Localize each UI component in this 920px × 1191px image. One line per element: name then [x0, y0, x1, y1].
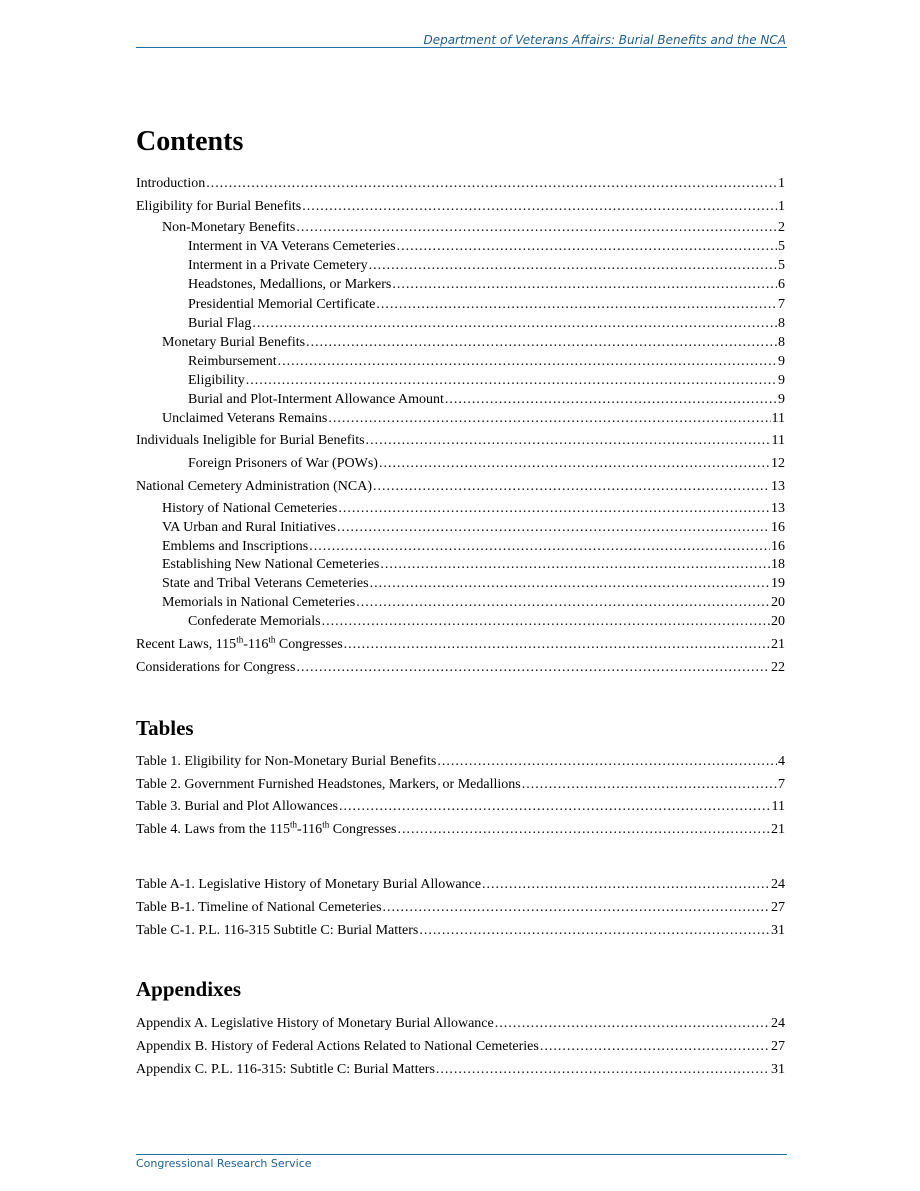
toc-entry[interactable]: Recent Laws, 115th-116th Congresses ..... 21	[136, 636, 785, 654]
appendix-entry[interactable]: Appendix B. History of Federal Actions Related to National Cemeteries ..... 27	[136, 1038, 785, 1056]
toc-entry[interactable]: History of National Cemeteries ..... 13	[162, 500, 785, 518]
table-list-entry[interactable]: Table 3. Burial and Plot Allowances ..... 11	[136, 798, 785, 816]
toc-entry[interactable]: Considerations for Congress ..... 22	[136, 659, 785, 677]
toc-entry[interactable]: Non-Monetary Benefits ..... 2	[162, 219, 785, 237]
toc-entry[interactable]: Monetary Burial Benefits ..... 8	[162, 334, 785, 352]
toc-entry[interactable]: Memorials in National Cemeteries ..... 20	[162, 594, 785, 612]
toc-entry[interactable]: Interment in a Private Cemetery ..... 5	[188, 257, 785, 275]
toc-entry[interactable]: Establishing New National Cemeteries ..... 18	[162, 556, 785, 574]
header-divider	[136, 47, 787, 48]
toc-entry[interactable]: Individuals Ineligible for Burial Benefits ..... 11	[136, 432, 785, 450]
appendix-entry[interactable]: Appendix A. Legislative History of Monetary Burial Allowance ..... 24	[136, 1015, 785, 1033]
table-list-entry[interactable]: Table A-1. Legislative History of Monetary Burial Allowance ..... 24	[136, 876, 785, 894]
toc-entry[interactable]: Interment in VA Veterans Cemeteries ..... 5	[188, 238, 785, 256]
toc-entry[interactable]: Burial and Plot-Interment Allowance Amount ..... 9	[188, 391, 785, 409]
toc-entry[interactable]: Presidential Memorial Certificate ..... 7	[188, 296, 785, 314]
table-list-entry[interactable]: Table 2. Government Furnished Headstones, Markers, or Medallions ..... 7	[136, 776, 785, 794]
toc-entry[interactable]: Confederate Memorials ..... 20	[188, 613, 785, 631]
footer-label: Congressional Research Service	[136, 1157, 312, 1170]
toc-entry[interactable]: Eligibility ..... 9	[188, 372, 785, 390]
toc-entry[interactable]: Unclaimed Veterans Remains ..... 11	[162, 410, 785, 428]
toc-entry[interactable]: VA Urban and Rural Initiatives ..... 16	[162, 519, 785, 537]
table-list-entry[interactable]: Table 4. Laws from the 115th-116th Congresses ..... 21	[136, 821, 785, 839]
toc-entry[interactable]: Introduction ..... 1	[136, 175, 785, 193]
table-list-entry[interactable]: Table 1. Eligibility for Non-Monetary Burial Benefits ..... 4	[136, 753, 785, 771]
toc-entry[interactable]: Headstones, Medallions, or Markers ..... 6	[188, 276, 785, 294]
toc-entry[interactable]: Reimbursement ..... 9	[188, 353, 785, 371]
contents-heading: Contents	[136, 126, 244, 157]
table-list-entry[interactable]: Table C-1. P.L. 116-315 Subtitle C: Burial Matters ..... 31	[136, 922, 785, 940]
toc-entry[interactable]: State and Tribal Veterans Cemeteries ..... 19	[162, 575, 785, 593]
toc-entry[interactable]: National Cemetery Administration (NCA) ..... 13	[136, 478, 785, 496]
table-list-entry[interactable]: Table B-1. Timeline of National Cemeteries ..... 27	[136, 899, 785, 917]
toc-entry[interactable]: Burial Flag ..... 8	[188, 315, 785, 333]
toc-entry[interactable]: Emblems and Inscriptions ..... 16	[162, 538, 785, 556]
footer-divider	[136, 1154, 787, 1155]
running-header: Department of Veterans Affairs: Burial Benefits and the NCA	[423, 33, 786, 47]
tables-heading: Tables	[136, 716, 194, 740]
toc-entry[interactable]: Eligibility for Burial Benefits ..... 1	[136, 198, 785, 216]
toc-entry[interactable]: Foreign Prisoners of War (POWs) ..... 12	[188, 455, 785, 473]
appendixes-heading: Appendixes	[136, 977, 242, 1001]
appendix-entry[interactable]: Appendix C. P.L. 116-315: Subtitle C: Burial Matters ..... 31	[136, 1061, 785, 1079]
